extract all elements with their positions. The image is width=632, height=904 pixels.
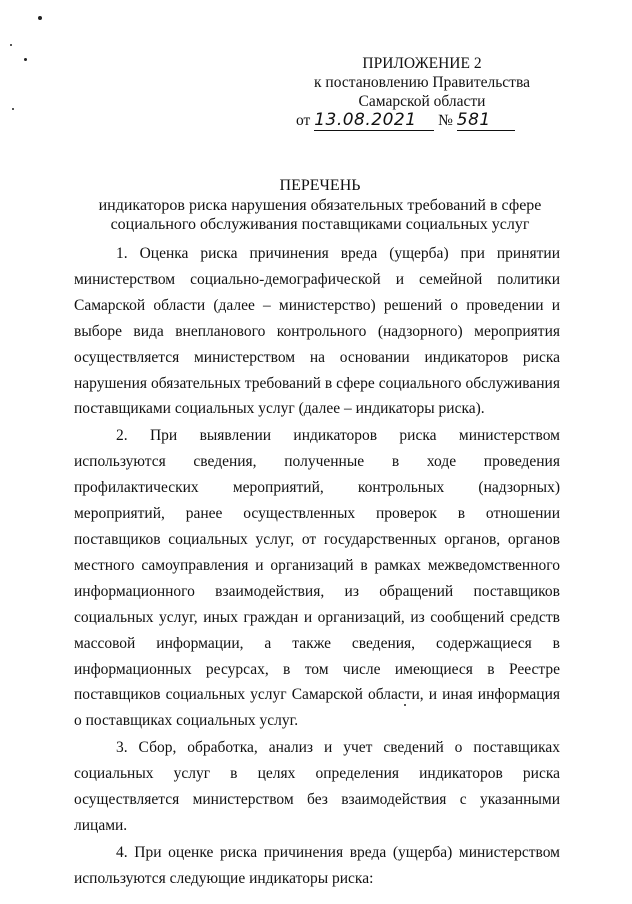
scan-speck bbox=[12, 108, 14, 110]
paragraph-1: 1. Оценка риска причинения вреда (ущерба) при принятии министерством социально-демографической и семейной политики Самарской области (далее – министерство) решений о проведении и выборе вида внепланового контрольного (надзорного) мероприятия осуществляется министерством на основании индикаторов риска нарушения обязательных требований в сфере социального обслуживания поставщиками социальных услуг (далее – индикаторы риска). bbox=[74, 245, 560, 418]
appendix-region-line: Самарской области bbox=[358, 93, 486, 110]
appendix-title: ПРИЛОЖЕНИЕ 2 bbox=[362, 55, 482, 72]
subtitle-line-2: социального обслуживания поставщиками социальных услуг bbox=[110, 216, 530, 233]
paragraph-2: 2. При выявлении индикаторов риска министерством используются сведения, полученные в ходе проведения профилактических мероприятий, контрольных (надзорных) мероприятий, ранее осуществленных проверок в отношении поставщиков социальных услуг, от государственных органов, органов местного самоуправления и организаций в рамках межведомственного информационного взаимодействия, из обращений поставщиков социальных услуг, иных граждан и организаций, из сообщений средств массовой информации, а также сведения, содержащиеся в информационных ресурсах, в том числе имеющиеся в Реестре поставщиков социальных услуг Самарской области, и иная информация о поставщиках социальных услуг. bbox=[74, 427, 560, 730]
appendix-decree-line: к постановлению Правительства bbox=[314, 74, 530, 91]
appendix-date-number-line bbox=[292, 111, 552, 131]
scan-speck bbox=[24, 58, 27, 61]
scan-speck bbox=[10, 44, 12, 46]
paragraph-4: 4. При оценке риска причинения вреда (ущерба) министерством используются следующие индикаторы риска: bbox=[74, 843, 560, 887]
scan-speck bbox=[38, 16, 42, 20]
handwritten-date: 13.08.2021 bbox=[314, 111, 434, 131]
handwritten-number: 581 bbox=[457, 111, 515, 131]
document-title: ПЕРЕЧЕНЬ bbox=[279, 177, 361, 194]
document-body bbox=[74, 241, 560, 892]
appendix-block bbox=[292, 54, 552, 131]
number-label: № bbox=[438, 112, 453, 129]
document-subtitle bbox=[60, 196, 580, 234]
subtitle-line-1: индикаторов риска нарушения обязательных требований в сфере bbox=[98, 197, 542, 214]
paragraph-3: 3. Сбор, обработка, анализ и учет сведений о поставщиках социальных услуг в целях определения индикаторов риска осуществляется министерством без взаимодействия с указанными лицами. bbox=[74, 739, 560, 834]
from-label: от bbox=[296, 112, 311, 129]
